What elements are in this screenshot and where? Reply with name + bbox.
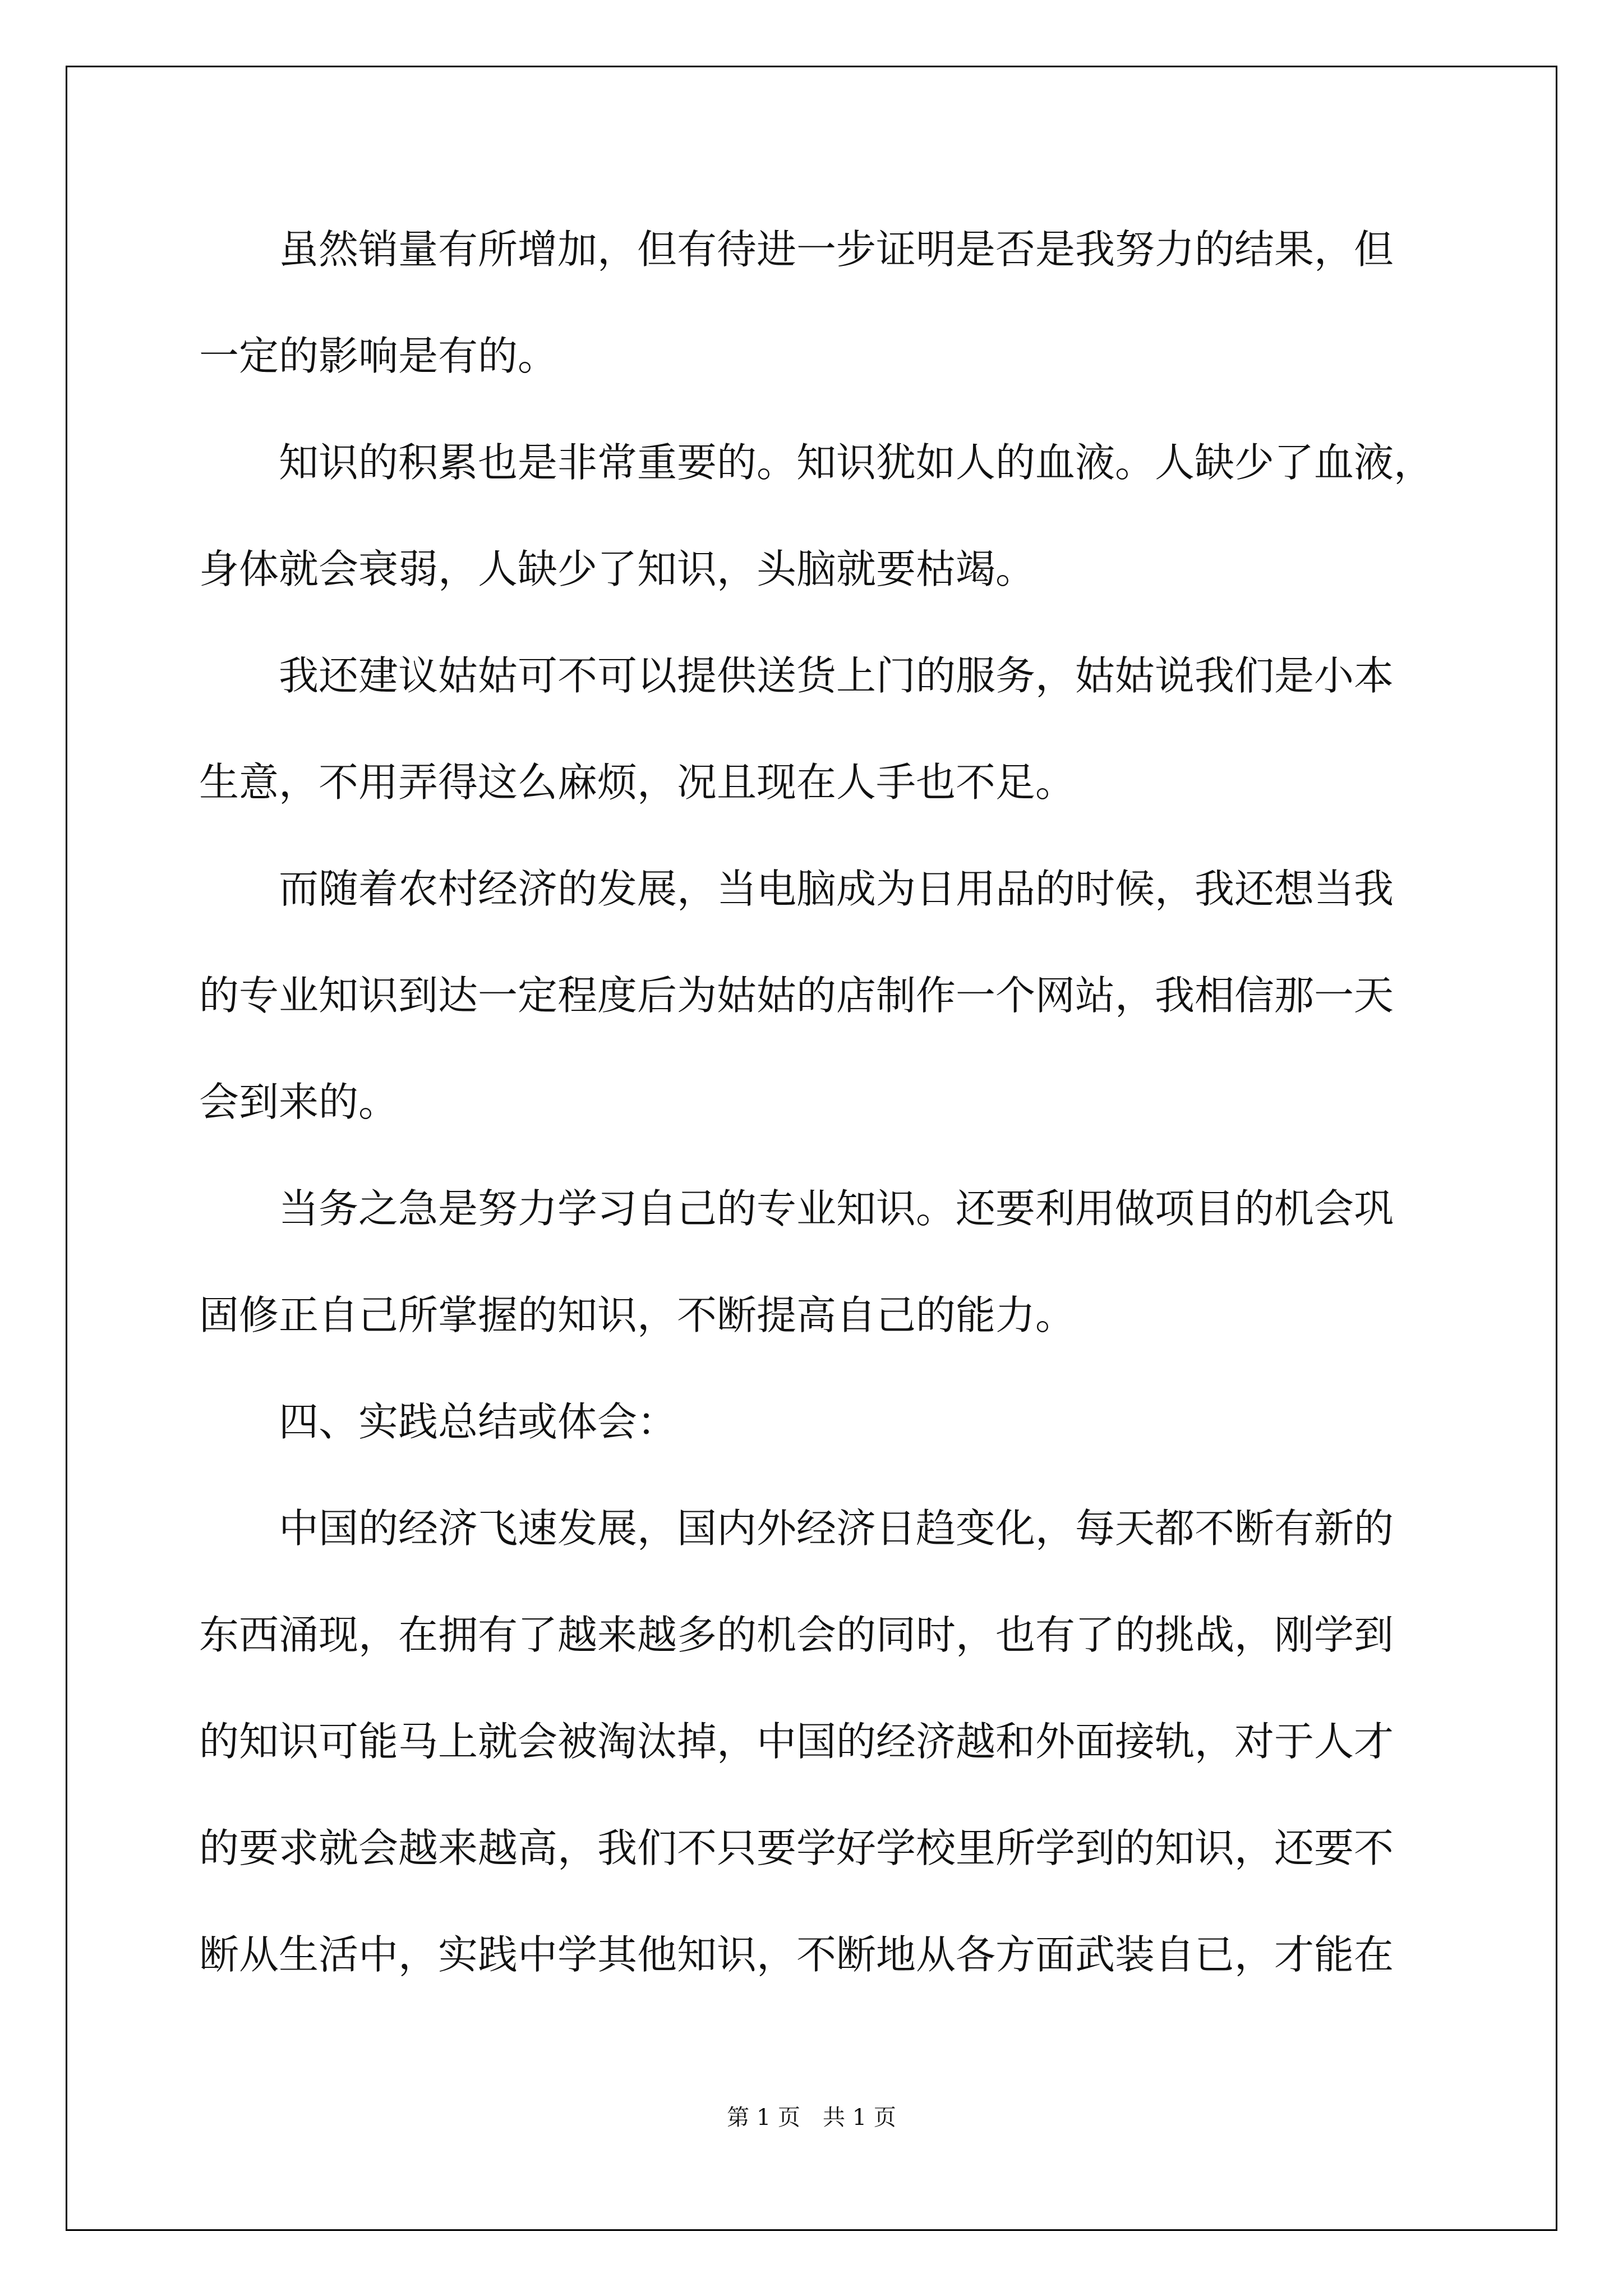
text-line: 身体就会衰弱，人缺少了知识，头脑就要枯竭。: [199, 546, 1036, 592]
text-line: 的要求就会越来越高，我们不只要学好学校里所学到的知识，还要不: [199, 1825, 1394, 1871]
text-line: 生意，不用弄得这么麻烦，况且现在人手也不足。: [199, 759, 1076, 806]
text-line: 中国的经济飞速发展，国内外经济日趋变化，每天都不断有新的: [199, 1505, 1394, 1552]
text-line: 会到来的。: [199, 1079, 399, 1125]
section-heading: 四、实践总结或体会：: [199, 1398, 677, 1445]
text-line: 东西涌现，在拥有了越来越多的机会的同时，也有了的挑战，刚学到: [199, 1612, 1394, 1658]
text-line: 固修正自己所掌握的知识，不断提高自己的能力。: [199, 1292, 1076, 1338]
text-line: 我还建议姑姑可不可以提供送货上门的服务，姑姑说我们是小本: [199, 652, 1394, 699]
text-line: 一定的影响是有的。: [199, 333, 558, 379]
text-line: 知识的积累也是非常重要的。知识犹如人的血液。人缺少了血液，: [199, 439, 1434, 486]
page-border: [66, 66, 1557, 2231]
text-line: 的知识可能马上就会被淘汰掉，中国的经济越和外面接轨，对于人才: [199, 1718, 1394, 1765]
text-line: 当务之急是努力学习自己的专业知识。还要利用做项目的机会巩: [199, 1185, 1394, 1232]
text-line: 的专业知识到达一定程度后为姑姑的店制作一个网站，我相信那一天: [199, 972, 1394, 1019]
text-line: 虽然销量有所增加，但有待进一步证明是否是我努力的结果，但: [199, 226, 1394, 273]
text-line: 而随着农村经济的发展，当电脑成为日用品的时候，我还想当我: [199, 866, 1394, 912]
text-line: 断从生活中，实践中学其他知识，不断地从各方面武装自已，才能在: [199, 1931, 1394, 1978]
page-footer: 第 1 页 共 1 页: [727, 2105, 896, 2131]
